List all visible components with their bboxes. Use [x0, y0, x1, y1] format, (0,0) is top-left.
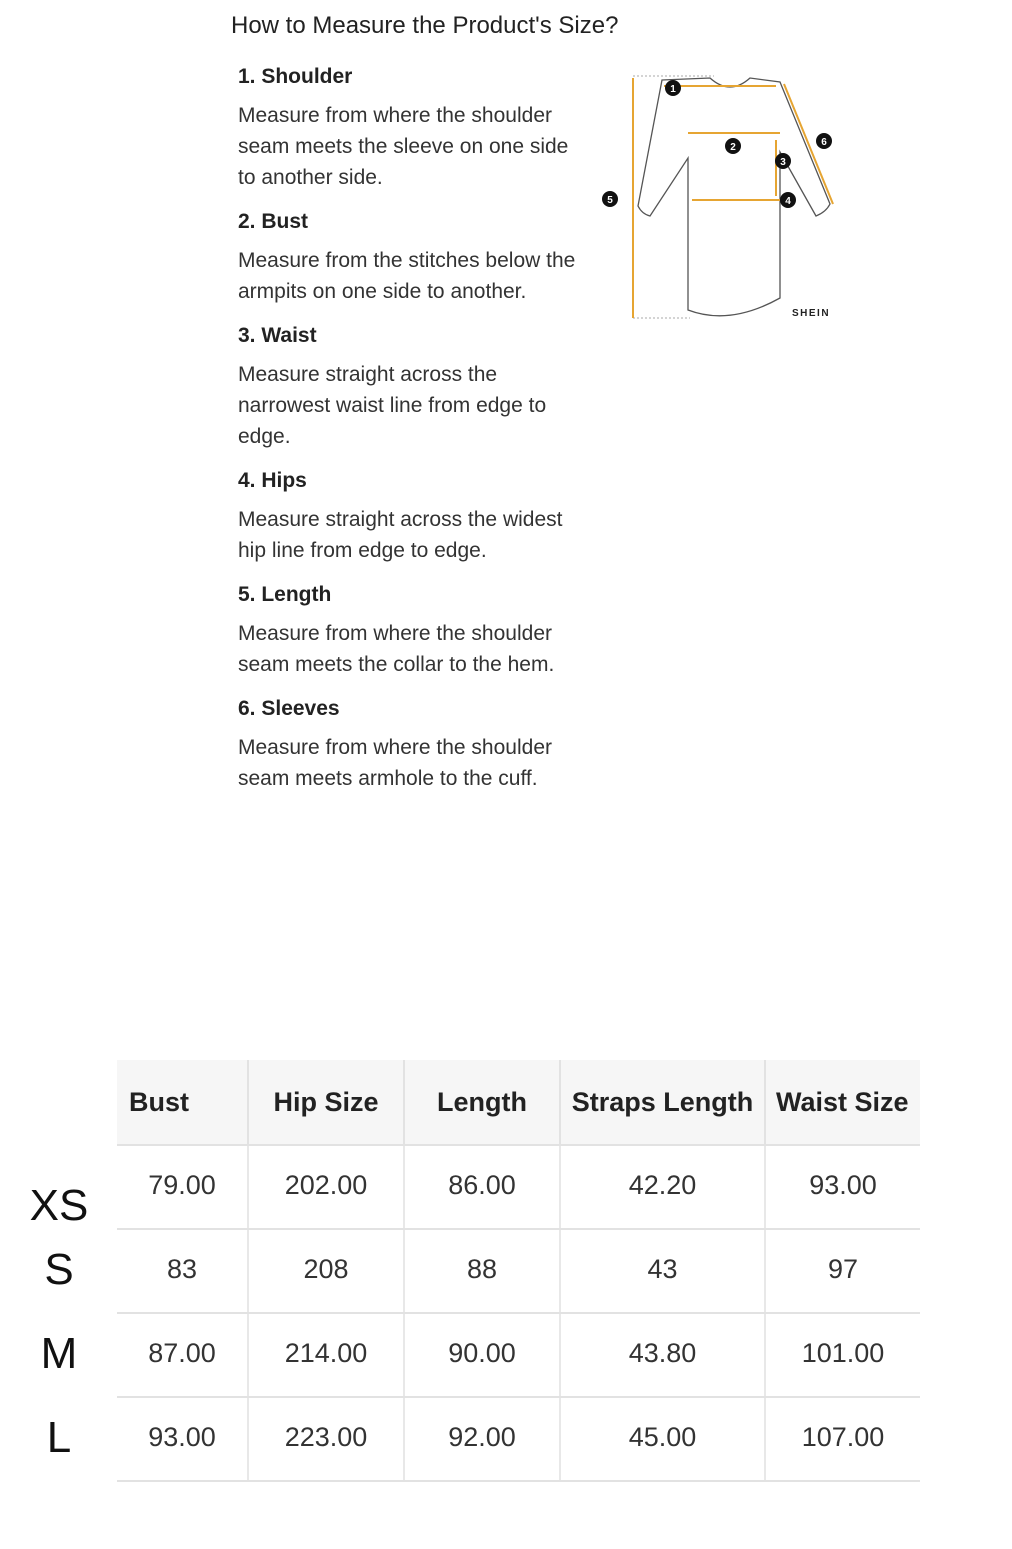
- size-label-m: M: [40, 1329, 78, 1378]
- table-cell: 107.00: [765, 1397, 920, 1481]
- guide-item-hips: [238, 466, 578, 566]
- guide-item-heading: 5. Length: [238, 583, 332, 606]
- svg-text:2: 2: [730, 142, 736, 153]
- guide-item-heading: 4. Hips: [238, 469, 307, 492]
- guide-item-heading: 1. Shoulder: [238, 65, 353, 88]
- table-row: [117, 1229, 920, 1313]
- table-cell: 90.00: [404, 1313, 560, 1397]
- marker-1: [665, 80, 681, 96]
- table-cell: 101.00: [765, 1313, 920, 1397]
- table-cell: 93.00: [765, 1145, 920, 1229]
- table-cell: 88: [404, 1229, 560, 1313]
- guide-item-description: Measure from the stitches below the armpits on one side to another.: [238, 249, 576, 303]
- svg-text:5: 5: [607, 195, 613, 206]
- table-cell: 83: [117, 1229, 248, 1313]
- table-cell: 43.80: [560, 1313, 765, 1397]
- table-cell: 214.00: [248, 1313, 404, 1397]
- table-header-row: [117, 1060, 920, 1145]
- size-label-l: L: [46, 1413, 72, 1462]
- table-cell: 202.00: [248, 1145, 404, 1229]
- dress-measurement-diagram: [590, 70, 850, 330]
- marker-2: [725, 138, 741, 154]
- dress-outline: [638, 78, 830, 316]
- guide-item-description: Measure straight across the narrowest waist line from edge to edge.: [238, 363, 547, 448]
- guide-item-waist: [238, 321, 578, 452]
- marker-5: [602, 191, 618, 207]
- column-header-waist-size: Waist Size: [765, 1060, 920, 1145]
- table-cell: 87.00: [117, 1313, 248, 1397]
- guide-item-description: Measure from where the shoulder seam meets the collar to the hem.: [238, 622, 555, 676]
- guide-item-length: [238, 580, 578, 680]
- column-header-bust: Bust: [117, 1060, 248, 1145]
- marker-6: [816, 133, 832, 149]
- svg-text:6: 6: [821, 137, 827, 148]
- guide-item-description: Measure from where the shoulder seam meets armhole to the cuff.: [238, 736, 552, 790]
- table-cell: 45.00: [560, 1397, 765, 1481]
- table-cell: 79.00: [117, 1145, 248, 1229]
- guide-item-shoulder: [238, 62, 578, 193]
- guide-item-bust: [238, 207, 578, 307]
- column-header-straps-length: Straps Length: [560, 1060, 765, 1145]
- table-row: [117, 1313, 920, 1397]
- size-table: [117, 1060, 920, 1482]
- size-labels: [0, 1144, 118, 1480]
- table-row: [117, 1145, 920, 1229]
- table-cell: 92.00: [404, 1397, 560, 1481]
- table-cell: 93.00: [117, 1397, 248, 1481]
- table-row: [117, 1397, 920, 1481]
- measure-guide: [238, 62, 578, 808]
- table-cell: 208: [248, 1229, 404, 1313]
- column-header-hip-size: Hip Size: [248, 1060, 404, 1145]
- marker-4: [780, 192, 796, 208]
- svg-text:4: 4: [785, 196, 791, 207]
- guide-item-description: Measure from where the shoulder seam meets the sleeve on one side to another side.: [238, 104, 569, 189]
- svg-text:1: 1: [670, 84, 676, 95]
- marker-3: [775, 153, 791, 169]
- svg-text:3: 3: [780, 157, 786, 168]
- table-cell: 223.00: [248, 1397, 404, 1481]
- column-header-length: Length: [404, 1060, 560, 1145]
- brand-logo: SHEIN: [792, 308, 831, 319]
- table-cell: 86.00: [404, 1145, 560, 1229]
- table-cell: 42.20: [560, 1145, 765, 1229]
- guide-item-heading: 2. Bust: [238, 210, 309, 233]
- size-label-s: S: [44, 1245, 74, 1294]
- table-cell: 43: [560, 1229, 765, 1313]
- table-cell: 97: [765, 1229, 920, 1313]
- guide-item-description: Measure straight across the widest hip line from edge to edge.: [238, 508, 563, 562]
- size-label-xs: XS: [29, 1181, 89, 1230]
- guide-item-heading: 6. Sleeves: [238, 697, 340, 720]
- guide-item-heading: 3. Waist: [238, 324, 317, 347]
- page-title: How to Measure the Product's Size?: [231, 12, 619, 39]
- guide-item-sleeves: [238, 694, 578, 794]
